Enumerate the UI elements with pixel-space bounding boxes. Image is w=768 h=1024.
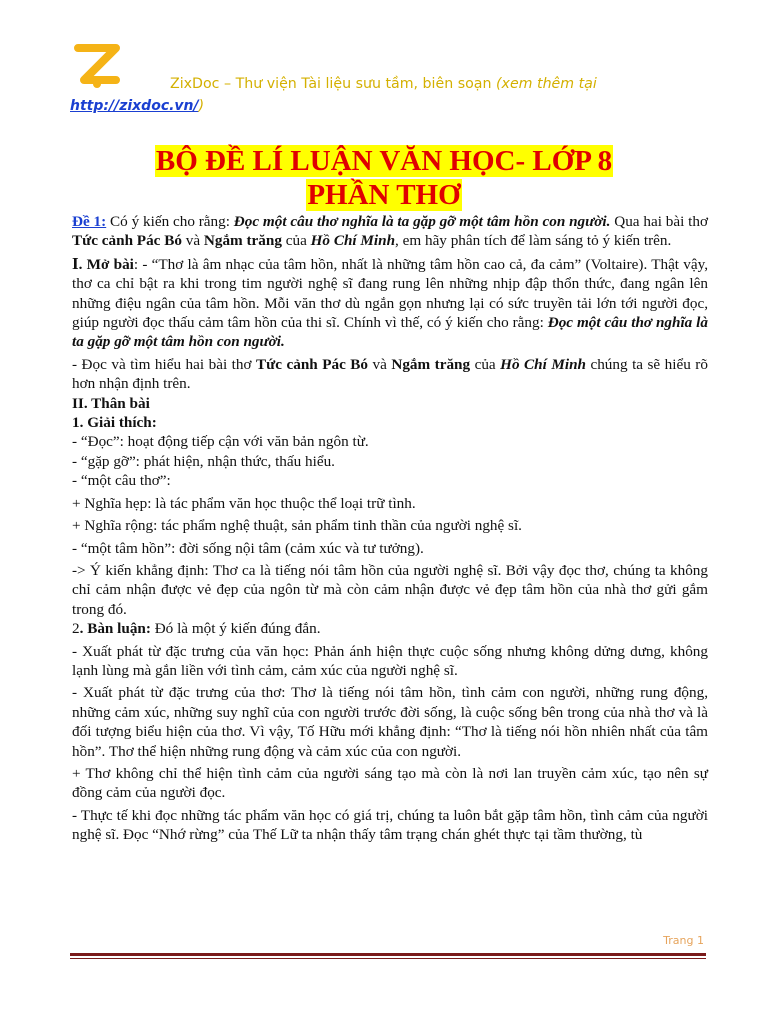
section-numeral: I: [72, 253, 79, 273]
site-url-link[interactable]: http://zixdoc.vn/: [70, 98, 199, 114]
subsection-heading: [72, 619, 708, 638]
list-item: - “một câu thơ”:: [72, 472, 171, 490]
text: - Đọc và tìm hiểu hai bài thơ: [72, 355, 256, 373]
text: của: [470, 355, 501, 373]
footer-rule-thin: [70, 958, 706, 959]
title-line-1: BỘ ĐỀ LÍ LUẬN VĂN HỌC- LỚP 8: [155, 145, 613, 177]
author-name: Hồ Chí Minh: [500, 355, 586, 373]
intro-paragraph: [72, 254, 708, 352]
text: -: [142, 255, 152, 273]
document-subtitle: [0, 178, 768, 212]
poem-title: Tức cảnh Pác Bó: [72, 232, 182, 250]
site-header: [70, 44, 710, 120]
site-hint: (xem thêm tại: [496, 76, 597, 92]
paragraph: - Xuất phát từ đặc trưng của thơ: Thơ là tiếng nói tâm hồn, tình cảm con người, những rung động, những cảm xúc, những suy nghĩ của con người trước đời sống, là cuộc sống bên trong của nhà thơ và là đối tượng biểu hiện của thơ. Vì vậy, Tố Hữu mới khẳng định: “Thơ là tiếng nói hồn nhiên nhất của tâm hồn”. Thơ thể hiện những rung động và cảm xúc của con người.: [72, 684, 708, 760]
text: chúng ta sẽ hiểu rõ hơn nhận định trên.: [72, 355, 708, 393]
document-body: [72, 212, 708, 845]
subsection-heading: 1. Giải thích:: [72, 414, 157, 432]
site-tagline: [170, 76, 597, 92]
paragraph: - Thực tế khi đọc những tác phẩm văn học có giá trị, chúng ta luôn bắt gặp tâm hồn, tình cảm của người nghệ sĩ. Đọc “Nhớ rừng” của Thế Lữ ta nhận thấy tâm trạng chán ghét thực tại tầm thường, tù: [72, 806, 708, 844]
list-item: - “một tâm hồn”: đời sống nội tâm (cảm xúc và tư tưởng).: [72, 539, 424, 557]
list-item: - “gặp gỡ”: phát hiện, nhận thức, thấu hiểu.: [72, 452, 335, 470]
subsection-label: . Bàn luận:: [79, 620, 151, 638]
paragraph: + Thơ không chỉ thể hiện tình cảm của người sáng tạo mà còn là nơi lan truyền cảm xúc, tạo nên sự đồng cảm của người đọc.: [72, 764, 708, 802]
text: và: [368, 355, 392, 373]
zixdoc-logo-icon: [70, 44, 124, 92]
conclusion-paragraph: -> Ý kiến khẳng định: Thơ ca là tiếng nói tâm hồn của người nghệ sĩ. Bởi vậy đọc thơ, chúng ta không chỉ cảm nhận được vẻ đẹp của ngôn từ mà còn cảm nhận được vẻ đẹp tâm hồn của nhà thơ gửi gắm trong đó.: [72, 561, 708, 618]
list-item: + Nghĩa rộng: tác phẩm nghệ thuật, sản phẩm tinh thần của người nghệ sĩ.: [72, 517, 522, 535]
text: của: [281, 232, 311, 250]
quote: Đọc một câu thơ nghĩa là ta gặp gỡ một tâm hồn con người.: [72, 314, 708, 351]
title-line-2: PHẦN THƠ: [307, 179, 461, 211]
site-text: ZixDoc – Thư viện Tài liệu sưu tầm, biên soạn: [170, 76, 492, 92]
poem-title: Ngắm trăng: [203, 232, 282, 250]
text: Có ý kiến cho rằng:: [106, 213, 234, 230]
section-label: . Mở bài: [78, 255, 134, 273]
site-url-close: ): [198, 98, 205, 114]
site-url-line: [70, 98, 204, 114]
poem-title: Tức cảnh Pác Bó: [256, 355, 369, 373]
author-name: Hồ Chí Minh: [310, 232, 396, 250]
poem-title: Ngắm trăng: [391, 355, 471, 373]
list-item: - “Đọc”: hoạt động tiếp cận với văn bản ngôn từ.: [72, 433, 369, 451]
text: và: [181, 232, 204, 250]
section-heading: II. Thân bài: [72, 394, 150, 412]
text: “Thơ là âm nhạc của tâm hồn, nhất là những tâm hồn cao cả, đa cảm” (Voltaire). Thật vậy, thơ ca chỉ bật ra khi trong tim người nghệ sĩ đang rung lên những nhịp đập thổn thức, đang ngân lên những điệu ngân của tâm hồn. Mỗi văn thơ dù ngắn gọn nhưng lại có sức truyền tải lớn tới người đọc, giúp người đọc thấu cảm tâm hồn của thi sĩ.: [72, 255, 708, 332]
prompt-paragraph: [72, 212, 708, 251]
intro-closing: [72, 355, 708, 394]
quote: Đọc một câu thơ nghĩa là ta gặp gỡ một tâm hồn con người.: [233, 213, 611, 230]
document-title: [0, 144, 768, 178]
paragraph: - Xuất phát từ đặc trưng của văn học: Phản ánh hiện thực cuộc sống nhưng không dửng dưng, không lạnh lùng mà gắn liền với tình cảm, cảm xúc của người nghệ sĩ.: [72, 642, 708, 679]
text: , em hãy phân tích để làm sáng tỏ ý kiến trên.: [395, 232, 672, 250]
text: :: [133, 255, 143, 273]
text: Qua hai bài thơ: [610, 213, 708, 230]
de-label: Đề 1:: [72, 213, 107, 230]
text: Chính vì thế, có ý kiến cho rằng:: [343, 314, 548, 332]
list-item: + Nghĩa hẹp: là tác phẩm văn học thuộc thể loại trữ tình.: [72, 494, 416, 512]
page-number: Trang 1: [663, 934, 704, 947]
subsection-number: 2: [72, 620, 80, 638]
text: Đó là một ý kiến đúng đắn.: [150, 620, 321, 638]
footer-rule: [70, 953, 706, 956]
